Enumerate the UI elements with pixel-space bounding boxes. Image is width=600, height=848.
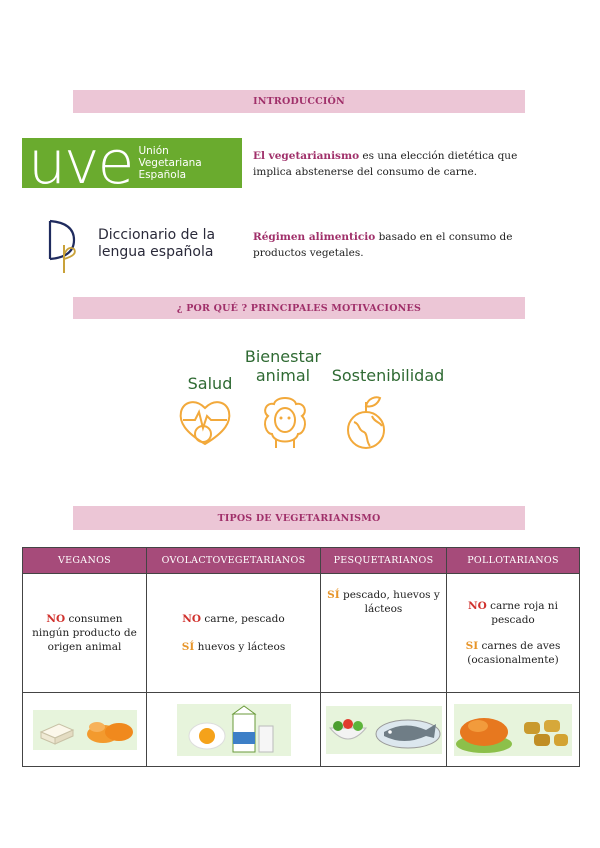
rae-logo [44, 215, 244, 275]
header-veganos: VEGANOS [23, 548, 147, 574]
salad-fish-image [326, 706, 442, 754]
rae-logo-text [98, 227, 215, 261]
uve-logo-text [138, 145, 201, 181]
section-intro-title: INTRODUCCIÓN [253, 96, 345, 107]
no-label: NO [46, 613, 66, 625]
motivation-sostenibilidad-label: Sostenibilidad [331, 366, 445, 385]
cell-pesque [321, 574, 447, 693]
heart-pulse-apple-icon [175, 394, 235, 450]
section-why-title: ¿ POR QUÉ ? PRINCIPALES MOTIVACIONES [176, 302, 422, 314]
cell-image-pesque [321, 693, 447, 767]
header-ovolacto: OVOLACTOVEGETARIANOS [147, 548, 321, 574]
egg-milk-image [177, 704, 291, 756]
uve-logo-mark: uve [28, 138, 133, 188]
cell-text: huevos y lácteos [194, 641, 286, 653]
cell-veganos [23, 574, 147, 693]
cell-text: carne, pescado [201, 613, 285, 625]
si-label: SI [465, 640, 479, 652]
tofu-sweet-potato-image [33, 710, 137, 750]
motivation-bienestar-label [236, 347, 330, 385]
cell-text: carnes de aves (ocasionalmente) [467, 640, 561, 666]
uve-logo-line: Española [138, 169, 187, 181]
definition-term: Régimen alimenticio [253, 231, 376, 243]
definition-rae [253, 229, 523, 261]
si-label: SÍ [327, 589, 340, 601]
motivation-salud-label: Salud [187, 374, 233, 393]
motivation-label-line: Bienestar [244, 347, 322, 366]
section-types-header [73, 506, 525, 530]
cell-image-ovolacto [147, 693, 321, 767]
table-row [23, 693, 580, 767]
section-types-title: TIPOS DE VEGETARIANISMO [217, 512, 381, 524]
definition-text: basado en el consumo de productos vegetales. [253, 231, 513, 259]
cell-ovolacto [147, 574, 321, 693]
table-header-row [23, 548, 580, 574]
rae-monogram-icon [44, 215, 84, 275]
cell-text: consumen ningún producto de origen animal [32, 613, 137, 653]
types-table [22, 547, 580, 767]
definition-text: es una elección dietética que implica abstenerse del consumo de carne. [253, 150, 518, 178]
cell-text: carne roja ni pescado [486, 600, 558, 626]
header-pesque: PESQUETARIANOS [321, 548, 447, 574]
rae-logo-line: Diccionario de la [98, 227, 216, 243]
si-label: SÍ [181, 641, 195, 653]
cell-image-pollo [447, 693, 580, 767]
section-why-header [73, 297, 525, 319]
no-label: NO [468, 600, 487, 612]
definition-term: El vegetarianismo [253, 150, 360, 162]
rae-logo-line: lengua española [98, 244, 214, 260]
uve-logo [22, 138, 242, 188]
uve-logo-line: Vegetariana [138, 157, 202, 169]
motivation-label-line: animal [255, 366, 311, 385]
table-row [23, 574, 580, 693]
uve-logo-line: Unión [138, 145, 169, 157]
section-intro-header [73, 90, 525, 113]
sheep-icon [258, 394, 312, 452]
definition-uve [253, 148, 523, 180]
earth-apple-icon [342, 392, 390, 452]
cell-pollo [447, 574, 580, 693]
header-pollo: POLLOTARIANOS [447, 548, 580, 574]
cell-image-veganos [23, 693, 147, 767]
no-label: NO [182, 613, 202, 625]
cell-text: pescado, huevos y lácteos [339, 589, 440, 615]
chicken-nuggets-image [454, 704, 572, 756]
